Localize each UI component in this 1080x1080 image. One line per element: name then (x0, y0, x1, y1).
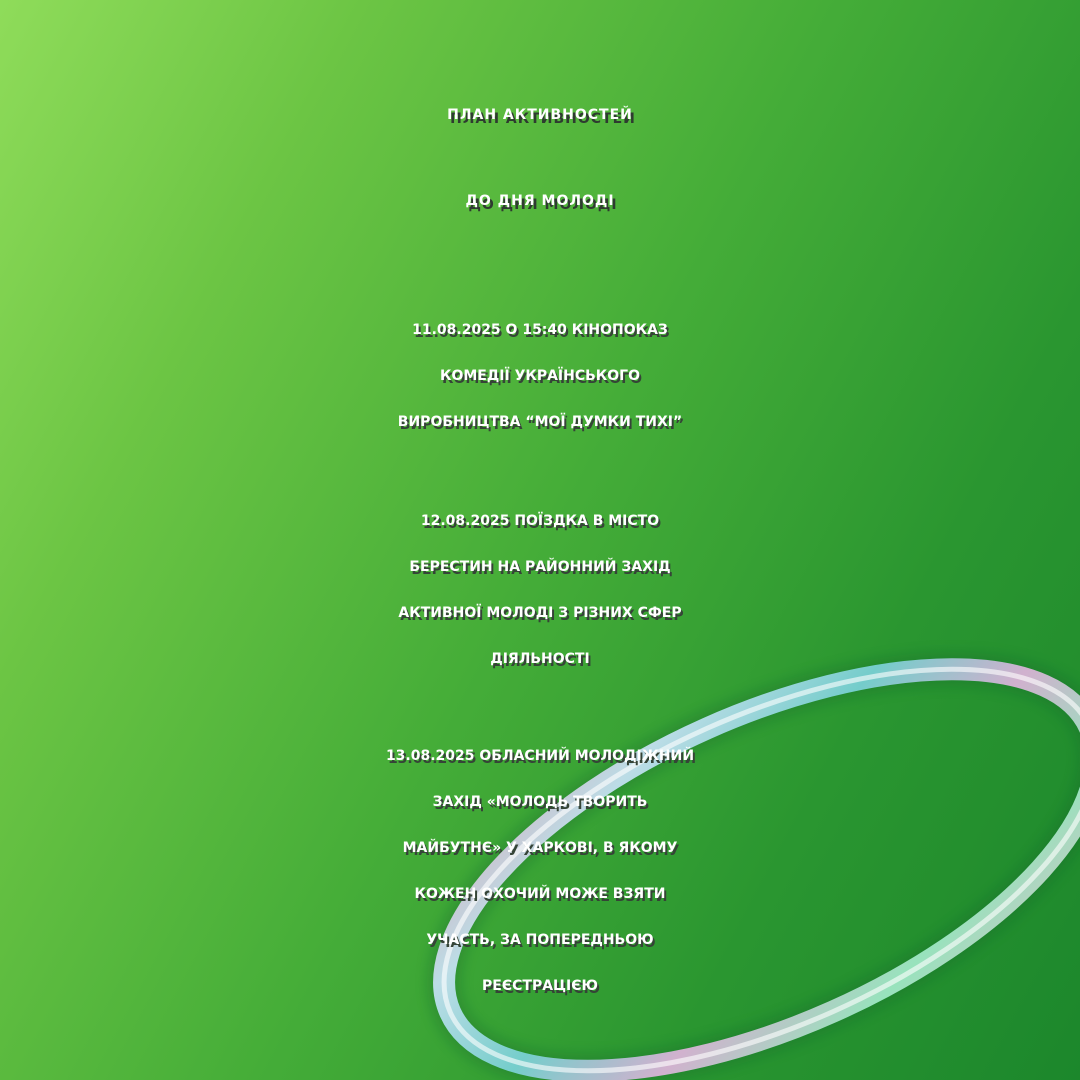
event-3-line-4: КОЖЕН ОХОЧИЙ МОЖЕ ВЗЯТИ (414, 886, 666, 902)
event-item-1 (40, 307, 1040, 445)
title-line-1: ПЛАН АКТИВНОСТЕЙ (447, 107, 633, 123)
title-line-2: ДО ДНЯ МОЛОДІ (465, 193, 615, 209)
event-3-line-3: МАЙБУТНЄ» У ХАРКОВІ, В ЯКОМУ (402, 840, 678, 856)
event-3-line-1: 13.08.2025 ОБЛАСНИЙ МОЛОДІЖНИЙ (385, 748, 695, 764)
event-3-line-5: УЧАСТЬ, ЗА ПОПЕРЕДНЬОЮ (426, 932, 654, 948)
event-item-2 (40, 498, 1040, 682)
event-3-line-2: ЗАХІД «МОЛОДЬ ТВОРИТЬ (432, 794, 648, 810)
event-2-line-4: ДІЯЛЬНОСТІ (490, 651, 590, 667)
event-2-line-1: 12.08.2025 ПОЇЗДКА В МІСТО (420, 513, 660, 529)
event-1-line-1: 11.08.2025 О 15:40 КІНОПОКАЗ (412, 322, 668, 338)
event-2-line-3: АКТИВНОЇ МОЛОДІ З РІЗНИХ СФЕР (398, 605, 682, 621)
page-title (0, 72, 1080, 244)
event-3-line-6: РЕЄСТРАЦІЄЮ (482, 978, 598, 994)
event-2-line-2: БЕРЕСТИН НА РАЙОННИЙ ЗАХІД (409, 559, 671, 575)
event-1-line-2: КОМЕДІЇ УКРАЇНСЬКОГО (440, 368, 640, 384)
event-1-line-3: ВИРОБНИЦТВА “МОЇ ДУМКИ ТИХІ” (397, 414, 683, 430)
event-item-3 (40, 733, 1040, 1009)
